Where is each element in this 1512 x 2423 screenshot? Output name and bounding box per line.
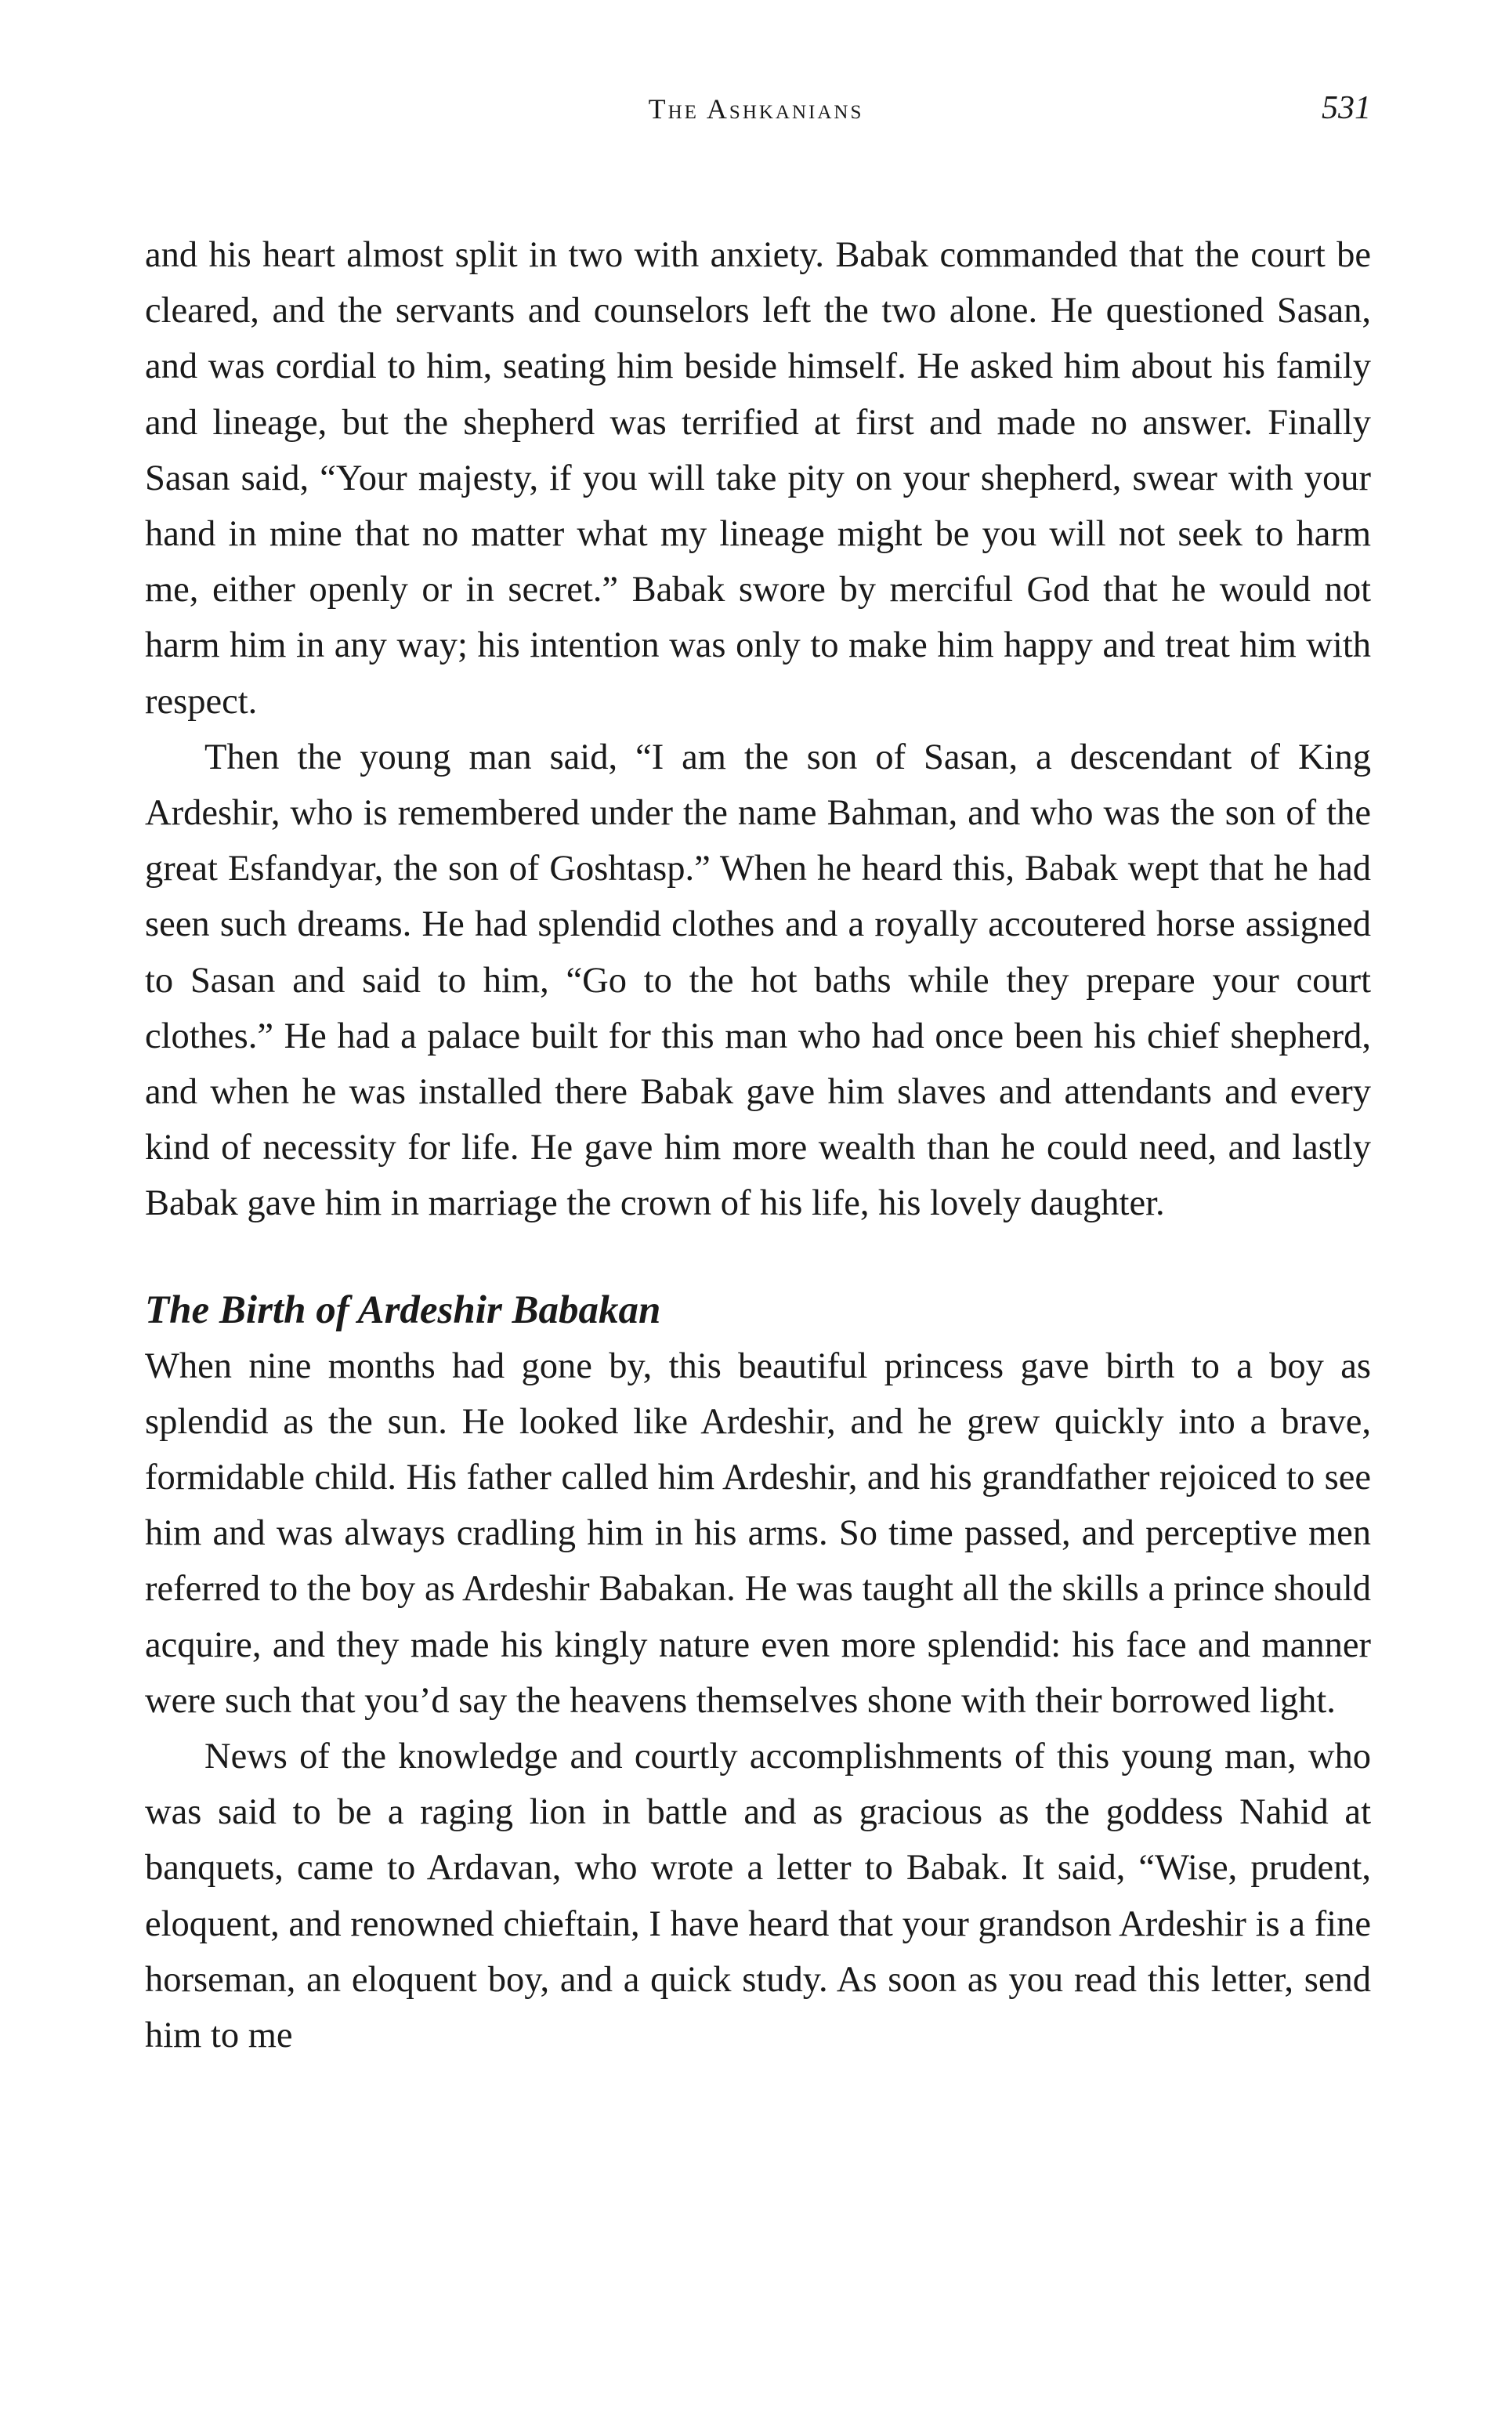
- page-number: 531: [1322, 90, 1371, 126]
- paragraph: Then the young man said, “I am the son of Sasan, a descendant of King Ardeshir, who is remembered under the name Bahman, and who was the son of the great Esfandyar, the son of Goshtasp.” When he heard this, Babak wept that he had seen such dreams. He had splendid clothes and a royally accoutered horse assigned to Sasan and said to him, “Go to the hot baths while they prepare your court clothes.” He had a palace built for this man who had once been his chief shepherd, and when he was installed there Babak gave him slaves and attendants and every kind of necessity for life. He gave him more wealth than he could need, and lastly Babak gave him in marriage the crown of his life, his lovely daughter.: [145, 737, 1371, 1224]
- body-text: [145, 227, 1371, 2063]
- running-title: The Ashkanians: [648, 93, 864, 125]
- running-head: [141, 92, 1371, 139]
- section-heading: The Birth of Ardeshir Babakan: [145, 1288, 661, 1332]
- paragraph: News of the knowledge and courtly accomplishments of this young man, who was said to be a raging lion in battle and as gracious as the goddess Nahid at banquets, came to Ardavan, who wrote a letter to Babak. It said, “Wise, prudent, eloquent, and renowned chieftain, I have heard that your grandson Ardeshir is a fine horseman, an eloquent boy, and a quick study. As soon as you read this letter, send him to me: [145, 1737, 1371, 2056]
- paragraph: When nine months had gone by, this beautiful princess gave birth to a boy as splendid as the sun. He looked like Ardeshir, and he grew quickly into a brave, formidable child. His father called him Ardeshir, and his grandfather rejoiced to see him and was always cradling him in his arms. So time passed, and perceptive men referred to the boy as Ardeshir Babakan. He was taught all the skills a prince should acquire, and they made his kingly nature even more splendid: his face and manner were such that you’d say the heavens themselves shone with their borrowed light.: [145, 1346, 1371, 1721]
- paragraph: and his heart almost split in two with anxiety. Babak commanded that the court be cleared, and the servants and counselors left the two alone. He questioned Sasan, and was cordial to him, seating him beside himself. He asked him about his family and lineage, but the shepherd was terrified at first and made no answer. Finally Sasan said, “Your majesty, if you will take pity on your shepherd, swear with your hand in mine that no matter what my lineage might be you will not seek to harm me, either openly or in secret.” Babak swore by merciful God that he would not harm him in any way; his intention was only to make him happy and treat him with respect.: [145, 235, 1371, 722]
